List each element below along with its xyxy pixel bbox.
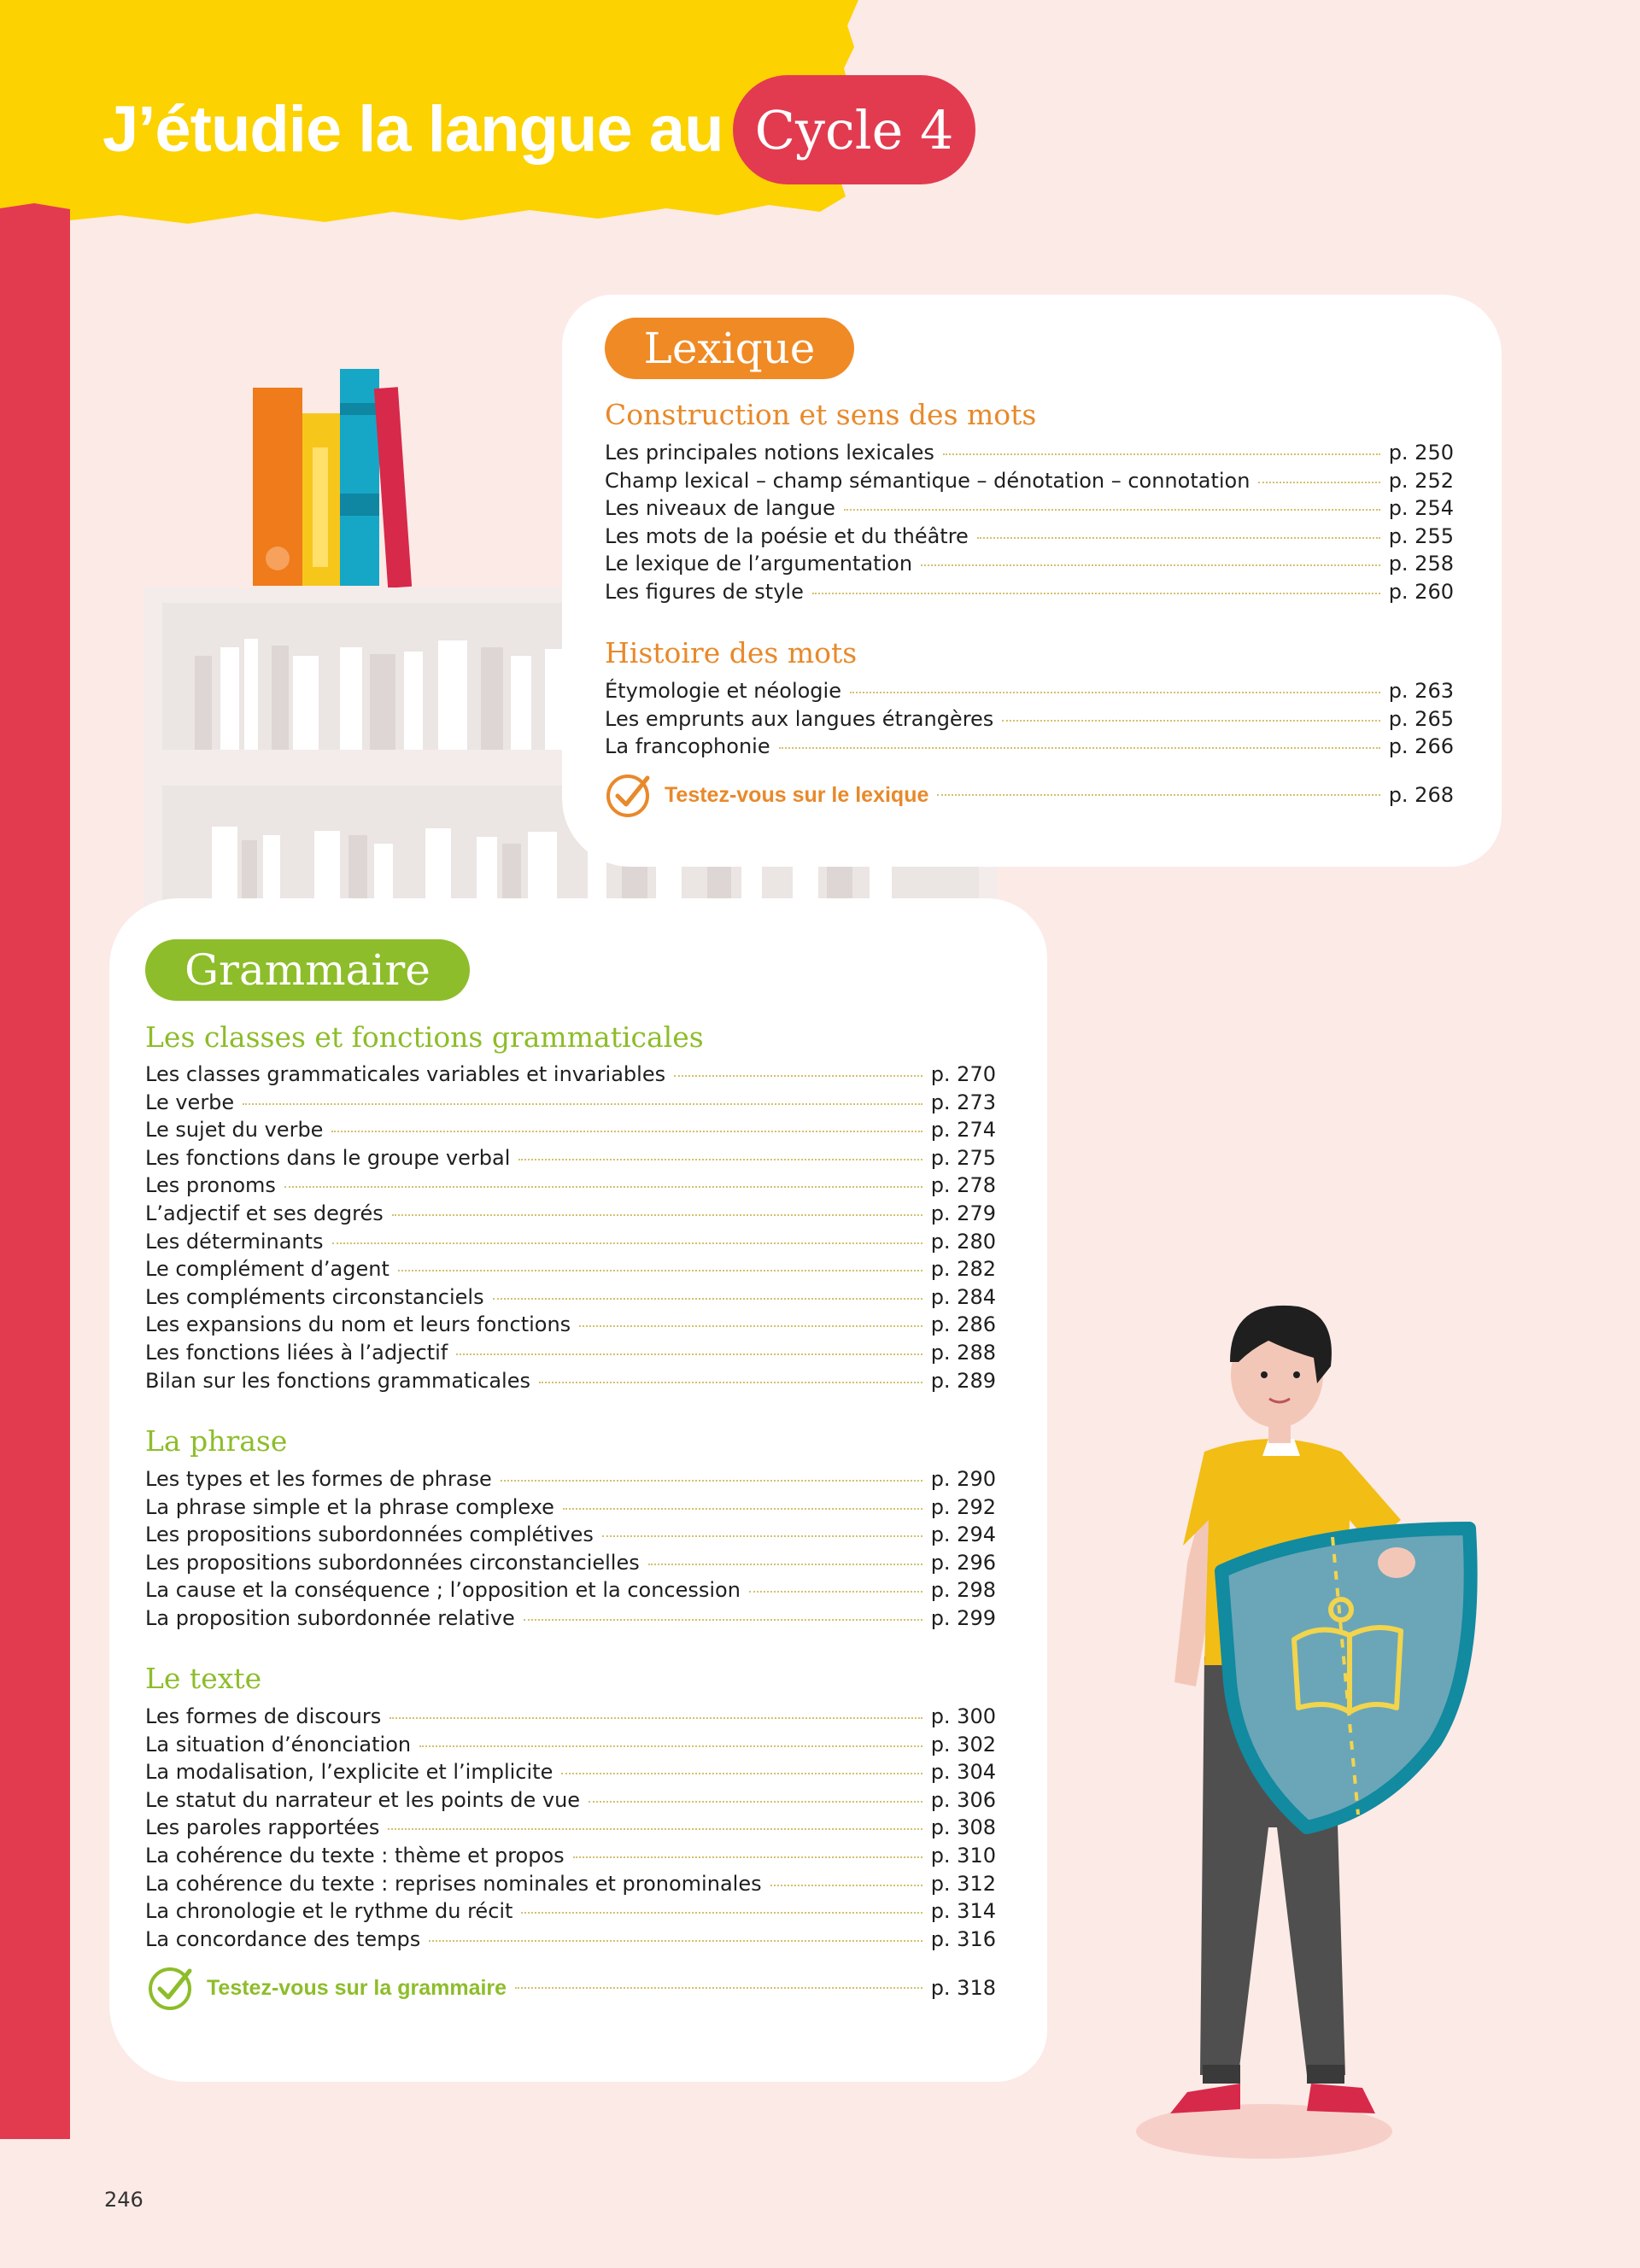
toc-entry-title: La concordance des temps xyxy=(145,1926,421,1951)
section-heading: Les classes et fonctions grammaticales xyxy=(145,1020,704,1054)
toc-list xyxy=(145,1704,996,1955)
toc-entry-page: p. 282 xyxy=(930,1257,996,1282)
toc-entry-title: Les emprunts aux langues étrangères xyxy=(605,706,994,731)
toc-entry-page: p. 308 xyxy=(930,1815,996,1840)
toc-entry-page: p. 280 xyxy=(930,1229,996,1254)
toc-entry-page: p. 314 xyxy=(930,1899,996,1924)
toc-entry[interactable] xyxy=(605,734,1454,763)
toc-entry[interactable] xyxy=(605,496,1454,524)
leader-dots xyxy=(943,453,1380,455)
section-heading: Construction et sens des mots xyxy=(605,398,1037,431)
toc-entry-page: p. 298 xyxy=(930,1578,996,1603)
toc-entry-title: Les types et les formes de phrase xyxy=(145,1467,492,1491)
toc-entry[interactable] xyxy=(145,1844,996,1872)
toc-entry[interactable] xyxy=(145,1146,996,1174)
toc-entry[interactable] xyxy=(145,1523,996,1551)
section-heading: La phrase xyxy=(145,1424,288,1458)
page-number: 246 xyxy=(104,2188,144,2212)
toc-entry-title: La chronologie et le rythme du récit xyxy=(145,1899,513,1924)
leader-dots xyxy=(850,692,1380,693)
leader-dots xyxy=(573,1856,922,1858)
toc-list xyxy=(605,679,1454,763)
leader-dots xyxy=(779,747,1380,749)
toc-entry-title: La modalisation, l’explicite et l’implicite xyxy=(145,1760,554,1785)
leader-dots xyxy=(770,1885,922,1886)
toc-entry[interactable] xyxy=(605,679,1454,707)
toc-entry[interactable] xyxy=(145,1578,996,1606)
toc-entry[interactable] xyxy=(145,1201,996,1230)
toc-entry-page: p. 254 xyxy=(1388,496,1454,521)
leader-dots xyxy=(1002,720,1379,722)
toc-entry[interactable] xyxy=(145,1118,996,1146)
test-lexique-link[interactable] xyxy=(605,771,1454,819)
toc-entry-title: Le verbe xyxy=(145,1090,235,1114)
leader-dots xyxy=(648,1564,922,1565)
leader-dots xyxy=(749,1591,922,1593)
toc-entry[interactable] xyxy=(145,1369,996,1397)
toc-entry-page: p. 290 xyxy=(930,1467,996,1491)
leader-dots xyxy=(524,1619,922,1621)
toc-entry[interactable] xyxy=(145,1495,996,1523)
leader-dots xyxy=(501,1480,922,1482)
test-grammaire-link[interactable] xyxy=(147,1964,996,2012)
toc-entry[interactable] xyxy=(145,1173,996,1201)
leader-dots xyxy=(937,794,1379,796)
toc-entry-page: p. 260 xyxy=(1388,579,1454,604)
toc-entry-page: p. 265 xyxy=(1388,706,1454,731)
toc-entry[interactable] xyxy=(145,1062,996,1090)
toc-entry-title: Bilan sur les fonctions grammaticales xyxy=(145,1368,530,1393)
leader-dots xyxy=(521,1912,922,1914)
toc-entry[interactable] xyxy=(145,1606,996,1634)
leader-dots xyxy=(331,1131,922,1132)
toc-entry[interactable] xyxy=(145,1257,996,1285)
leader-dots xyxy=(390,1717,922,1719)
toc-entry-page: p. 275 xyxy=(930,1145,996,1170)
leader-dots xyxy=(515,1987,922,1989)
toc-entry[interactable] xyxy=(145,1341,996,1369)
toc-entry[interactable] xyxy=(145,1285,996,1313)
toc-entry[interactable] xyxy=(145,1467,996,1495)
leader-dots xyxy=(921,564,1380,566)
toc-entry[interactable] xyxy=(145,1815,996,1844)
leader-dots xyxy=(674,1075,922,1077)
leader-dots xyxy=(977,537,1380,539)
toc-entry-page: p. 263 xyxy=(1388,679,1454,703)
grammaire-title: Grammaire xyxy=(145,939,470,1001)
toc-entry-page: p. 258 xyxy=(1388,552,1454,576)
toc-entry-page: p. 310 xyxy=(930,1843,996,1868)
toc-entry[interactable] xyxy=(605,552,1454,580)
toc-entry-page: p. 316 xyxy=(930,1926,996,1951)
toc-entry[interactable] xyxy=(605,580,1454,608)
toc-entry[interactable] xyxy=(145,1788,996,1816)
toc-entry-title: Les propositions subordonnées complétives xyxy=(145,1523,594,1547)
toc-entry-title: La phrase simple et la phrase complexe xyxy=(145,1494,554,1519)
toc-entry-page: p. 279 xyxy=(930,1201,996,1225)
toc-entry-page: p. 266 xyxy=(1388,734,1454,759)
toc-entry-title: La proposition subordonnée relative xyxy=(145,1605,515,1630)
section-heading: Histoire des mots xyxy=(605,636,858,669)
toc-entry[interactable] xyxy=(145,1733,996,1761)
side-accent-bar xyxy=(0,196,70,2139)
section-heading: Le texte xyxy=(145,1662,262,1695)
toc-entry[interactable] xyxy=(145,1872,996,1900)
toc-entry-title: Les paroles rapportées xyxy=(145,1815,380,1840)
toc-entry-title: Le sujet du verbe xyxy=(145,1118,324,1143)
leader-dots xyxy=(388,1828,922,1830)
toc-list xyxy=(145,1062,996,1396)
toc-entry-title: Les compléments circonstanciels xyxy=(145,1284,484,1309)
toc-entry-title: Les fonctions liées à l’adjectif xyxy=(145,1340,448,1365)
leader-dots xyxy=(392,1214,922,1216)
toc-entry-title: Les expansions du nom et leurs fonctions xyxy=(145,1312,571,1337)
toc-entry-title: Les formes de discours xyxy=(145,1704,382,1728)
toc-entry-page: p. 252 xyxy=(1388,468,1454,493)
toc-list xyxy=(605,441,1454,608)
leader-dots xyxy=(419,1745,922,1747)
toc-entry[interactable] xyxy=(605,469,1454,497)
toc-entry-title: La francophonie xyxy=(605,734,770,759)
toc-entry-title: Les pronoms xyxy=(145,1173,276,1198)
books-illustration xyxy=(246,365,442,589)
test-label: Testez-vous sur le lexique xyxy=(665,782,929,807)
toc-entry-page: p. 294 xyxy=(930,1523,996,1547)
toc-entry-title: La situation d’énonciation xyxy=(145,1732,412,1757)
toc-entry-page: p. 289 xyxy=(930,1368,996,1393)
toc-entry[interactable] xyxy=(145,1551,996,1579)
toc-entry-page: p. 296 xyxy=(930,1550,996,1575)
cycle-badge: Cycle 4 xyxy=(733,75,975,184)
leader-dots xyxy=(589,1801,922,1803)
leader-dots xyxy=(1258,482,1379,483)
toc-entry[interactable] xyxy=(605,441,1454,469)
toc-entry-title: Étymologie et néologie xyxy=(605,679,841,703)
toc-entry-title: Le complément d’agent xyxy=(145,1257,390,1282)
toc-list xyxy=(145,1467,996,1634)
toc-entry-page: p. 278 xyxy=(930,1173,996,1198)
toc-entry-title: La cohérence du texte : reprises nominales et pronominales xyxy=(145,1871,762,1896)
test-page: p. 318 xyxy=(930,1976,996,2000)
leader-dots xyxy=(561,1773,922,1774)
toc-entry-page: p. 299 xyxy=(930,1605,996,1630)
toc-entry-title: Les fonctions dans le groupe verbal xyxy=(145,1145,511,1170)
toc-entry-title: Les principales notions lexicales xyxy=(605,441,934,465)
toc-entry-title: L’adjectif et ses degrés xyxy=(145,1201,384,1225)
toc-entry-page: p. 270 xyxy=(930,1062,996,1086)
toc-entry-title: La cause et la conséquence ; l’opposition et la concession xyxy=(145,1578,741,1603)
toc-entry[interactable] xyxy=(145,1090,996,1119)
toc-entry[interactable] xyxy=(605,707,1454,735)
toc-entry-page: p. 292 xyxy=(930,1494,996,1519)
leader-dots xyxy=(563,1508,922,1510)
test-page: p. 268 xyxy=(1388,783,1454,807)
toc-entry[interactable] xyxy=(145,1899,996,1927)
leader-dots xyxy=(284,1186,922,1188)
toc-entry-title: Le lexique de l’argumentation xyxy=(605,552,913,576)
toc-entry-page: p. 300 xyxy=(930,1704,996,1728)
toc-entry[interactable] xyxy=(145,1230,996,1258)
toc-entry[interactable] xyxy=(145,1760,996,1788)
test-label: Testez-vous sur la grammaire xyxy=(207,1975,507,2000)
toc-entry-page: p. 273 xyxy=(930,1090,996,1114)
check-circle-icon xyxy=(147,1964,195,2012)
check-circle-icon xyxy=(605,771,653,819)
toc-entry-title: Les déterminants xyxy=(145,1229,324,1254)
leader-dots xyxy=(493,1298,922,1300)
toc-entry-page: p. 288 xyxy=(930,1340,996,1365)
leader-dots xyxy=(844,509,1380,511)
leader-dots xyxy=(456,1353,922,1355)
toc-entry-title: Les mots de la poésie et du théâtre xyxy=(605,523,969,548)
leader-dots xyxy=(332,1242,922,1244)
toc-entry-title: Les classes grammaticales variables et invariables xyxy=(145,1062,666,1086)
toc-entry-title: Le statut du narrateur et les points de vue xyxy=(145,1787,581,1812)
leader-dots xyxy=(812,593,1380,594)
toc-entry-title: Les figures de style xyxy=(605,579,804,604)
toc-entry-page: p. 302 xyxy=(930,1732,996,1757)
toc-entry-title: Champ lexical – champ sémantique – dénotation – connotation xyxy=(605,468,1250,493)
student-with-shield-illustration xyxy=(1102,1281,1495,2177)
leader-dots xyxy=(429,1940,922,1942)
leader-dots xyxy=(243,1103,922,1105)
toc-entry-page: p. 284 xyxy=(930,1284,996,1309)
toc-entry-title: Les niveaux de langue xyxy=(605,496,835,521)
leader-dots xyxy=(539,1382,922,1383)
toc-entry-page: p. 274 xyxy=(930,1118,996,1143)
toc-entry-page: p. 306 xyxy=(930,1787,996,1812)
leader-dots xyxy=(518,1159,922,1160)
page-title: J’étudie la langue au xyxy=(102,93,723,166)
toc-entry-page: p. 255 xyxy=(1388,523,1454,548)
toc-entry[interactable] xyxy=(145,1704,996,1733)
toc-entry-page: p. 250 xyxy=(1388,441,1454,465)
leader-dots xyxy=(579,1325,922,1327)
toc-entry-page: p. 286 xyxy=(930,1312,996,1337)
leader-dots xyxy=(398,1270,922,1271)
toc-entry-page: p. 312 xyxy=(930,1871,996,1896)
leader-dots xyxy=(602,1535,922,1537)
toc-entry[interactable] xyxy=(145,1927,996,1955)
lexique-title: Lexique xyxy=(605,318,854,379)
toc-entry-title: Les propositions subordonnées circonstancielles xyxy=(145,1550,640,1575)
toc-entry-title: La cohérence du texte : thème et propos xyxy=(145,1843,565,1868)
toc-entry[interactable] xyxy=(605,524,1454,552)
toc-entry-page: p. 304 xyxy=(930,1760,996,1785)
toc-entry[interactable] xyxy=(145,1312,996,1341)
